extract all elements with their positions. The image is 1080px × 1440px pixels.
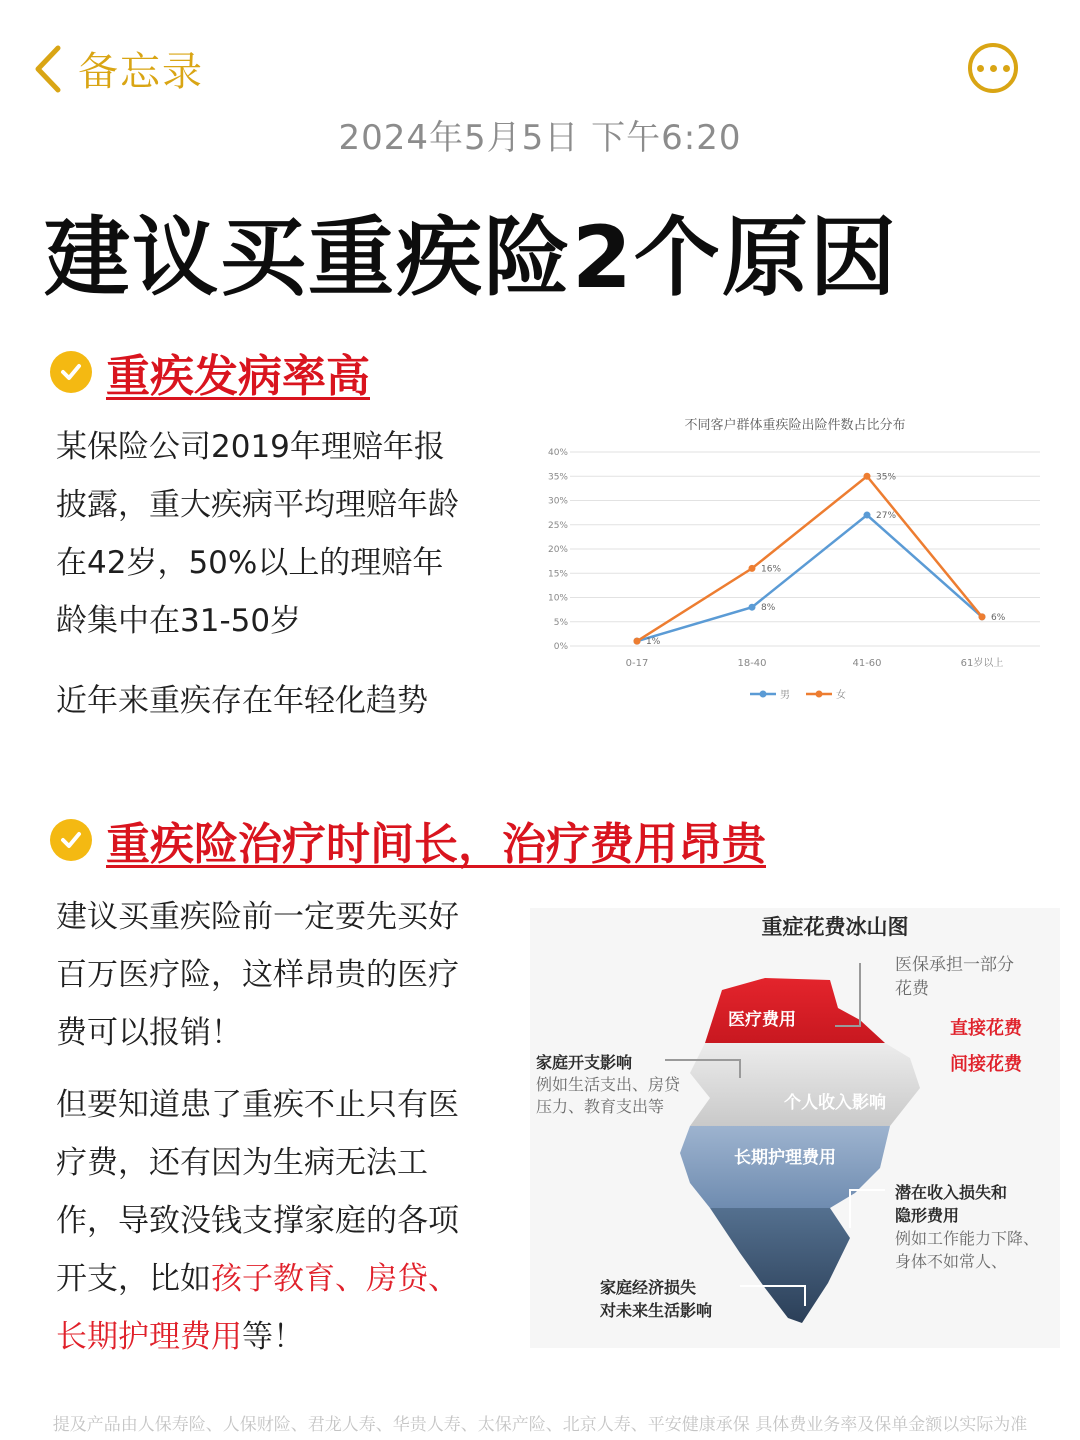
check-circle-icon — [50, 351, 92, 393]
paragraph-line: 建议买重疾险前一定要先买好 — [56, 899, 459, 935]
iceberg-band-income — [690, 1043, 920, 1126]
more-dot-icon — [990, 65, 997, 72]
paragraph-line: 披露，重大疾病平均理赔年龄 — [56, 487, 459, 523]
data-label: 16% — [761, 564, 782, 575]
legend-label: 男 — [780, 690, 790, 701]
legend-marker — [816, 691, 823, 698]
section2-paragraph1 — [56, 888, 459, 1062]
y-tick-label: 25% — [547, 520, 568, 531]
paragraph-line: 龄集中在31-50岁 — [56, 603, 302, 639]
data-label: 27% — [876, 511, 897, 522]
family-spend-heading: 家庭开支影响 — [536, 1053, 633, 1072]
iceberg-infographic — [530, 908, 1060, 1348]
family-spend-note: 例如生活支出、房贷 — [536, 1075, 681, 1094]
x-tick-label: 18-40 — [737, 658, 767, 669]
y-tick-label: 20% — [547, 545, 568, 555]
income-loss-heading: 潜在收入损失和 — [895, 1183, 1008, 1202]
data-point — [749, 565, 756, 572]
top-bar — [0, 0, 1080, 110]
check-circle-icon — [50, 819, 92, 861]
more-dot-icon — [977, 65, 984, 72]
y-tick-label: 10% — [547, 593, 568, 604]
iceberg-title: 重症花费冰山图 — [761, 915, 909, 939]
data-label: 6% — [991, 612, 1006, 623]
section2-header — [50, 808, 766, 872]
footer-disclaimer: 提及产品由人保寿险、人保财险、君龙人寿、华贵人寿、太保产险、北京人寿、平安健康承保 具体费业务率及保单金额以实际为准 — [52, 1415, 1028, 1435]
paragraph-line: 百万医疗险，这样昂贵的医疗 — [56, 957, 459, 993]
data-point — [634, 638, 641, 645]
note-title: 建议买重疾险2个原因 — [44, 208, 898, 308]
highlight-text: 长期护理费用 — [56, 1319, 242, 1355]
line-chart — [530, 405, 1050, 715]
y-tick-label: 40% — [547, 448, 568, 458]
data-point — [749, 604, 756, 611]
paragraph-line — [56, 1250, 459, 1308]
iceberg-diagram — [530, 908, 1060, 1348]
section1-paragraph — [56, 418, 459, 650]
iceberg-band2-label: 个人收入影响 — [784, 1093, 886, 1113]
section2-paragraph2 — [56, 1076, 459, 1366]
paragraph-line: 某保险公司2019年理赔年报 — [56, 429, 445, 465]
y-tick-label: 5% — [553, 617, 568, 628]
iceberg-band3-label: 长期护理费用 — [734, 1148, 836, 1168]
paragraph-line: 费可以报销！ — [56, 1015, 242, 1051]
note-timestamp: 2024年5月5日 下午6:20 — [338, 118, 742, 158]
more-options-button[interactable] — [968, 43, 1018, 93]
section1-heading: 重疾发病率高 — [106, 351, 370, 402]
family-loss-label: 对未来生活影响 — [600, 1301, 713, 1320]
paragraph-line — [56, 1308, 459, 1366]
paragraph-line: 疗费，还有因为生病无法工 — [56, 1145, 428, 1181]
family-spend-note: 压力、教育支出等 — [536, 1097, 665, 1116]
iceberg-note-top: 花费 — [895, 979, 929, 999]
paragraph-text: 开支，比如 — [56, 1261, 211, 1297]
back-button[interactable] — [30, 40, 204, 97]
y-tick-label: 30% — [547, 496, 568, 507]
section2-heading: 重疾险治疗时间长，治疗费用昂贵 — [106, 819, 766, 870]
back-label: 备忘录 — [78, 49, 204, 95]
iceberg-band-deep — [710, 1208, 850, 1323]
highlight-text: 孩子教育、房贷、 — [211, 1261, 459, 1297]
data-label: 1% — [646, 637, 661, 648]
income-loss-note: 身体不如常人、 — [895, 1252, 1008, 1271]
y-tick-label: 35% — [547, 472, 568, 483]
income-loss-note: 例如工作能力下降、 — [895, 1229, 1040, 1248]
data-label: 8% — [761, 603, 776, 614]
paragraph-text: 等！ — [242, 1319, 304, 1355]
x-tick-label: 61岁以上 — [960, 658, 1004, 669]
indirect-cost-label: 间接花费 — [950, 1054, 1022, 1075]
legend-marker — [760, 691, 767, 698]
direct-cost-label: 直接花费 — [950, 1018, 1022, 1039]
x-tick-label: 0-17 — [625, 658, 649, 669]
paragraph-line: 但要知道患了重疾不止只有医 — [56, 1087, 459, 1123]
iceberg-tip-label: 医疗费用 — [728, 1010, 796, 1030]
chart-title: 不同客户群体重疾险出险件数占比分布 — [684, 418, 906, 433]
paragraph-line: 在42岁，50%以上的理赔年 — [56, 545, 444, 581]
iceberg-note-top: 医保承担一部分 — [895, 955, 1014, 975]
chevron-left-icon — [30, 44, 64, 94]
section1-trend-text: 近年来重疾存在年轻化趋势 — [56, 683, 428, 719]
x-tick-label: 41-60 — [852, 658, 882, 669]
legend-label: 女 — [836, 690, 846, 701]
y-tick-label: 15% — [547, 569, 568, 580]
data-point — [864, 473, 871, 480]
paragraph-line: 作，导致没钱支撑家庭的各项 — [56, 1203, 459, 1239]
family-loss-label: 家庭经济损失 — [600, 1278, 697, 1297]
claims-age-chart — [530, 405, 1050, 715]
data-point — [864, 512, 871, 519]
more-dot-icon — [1003, 65, 1010, 72]
income-loss-heading: 隐形费用 — [895, 1206, 960, 1225]
data-point — [979, 613, 986, 620]
section1-header — [50, 340, 370, 404]
y-tick-label: 0% — [553, 642, 568, 652]
data-label: 35% — [876, 472, 897, 483]
